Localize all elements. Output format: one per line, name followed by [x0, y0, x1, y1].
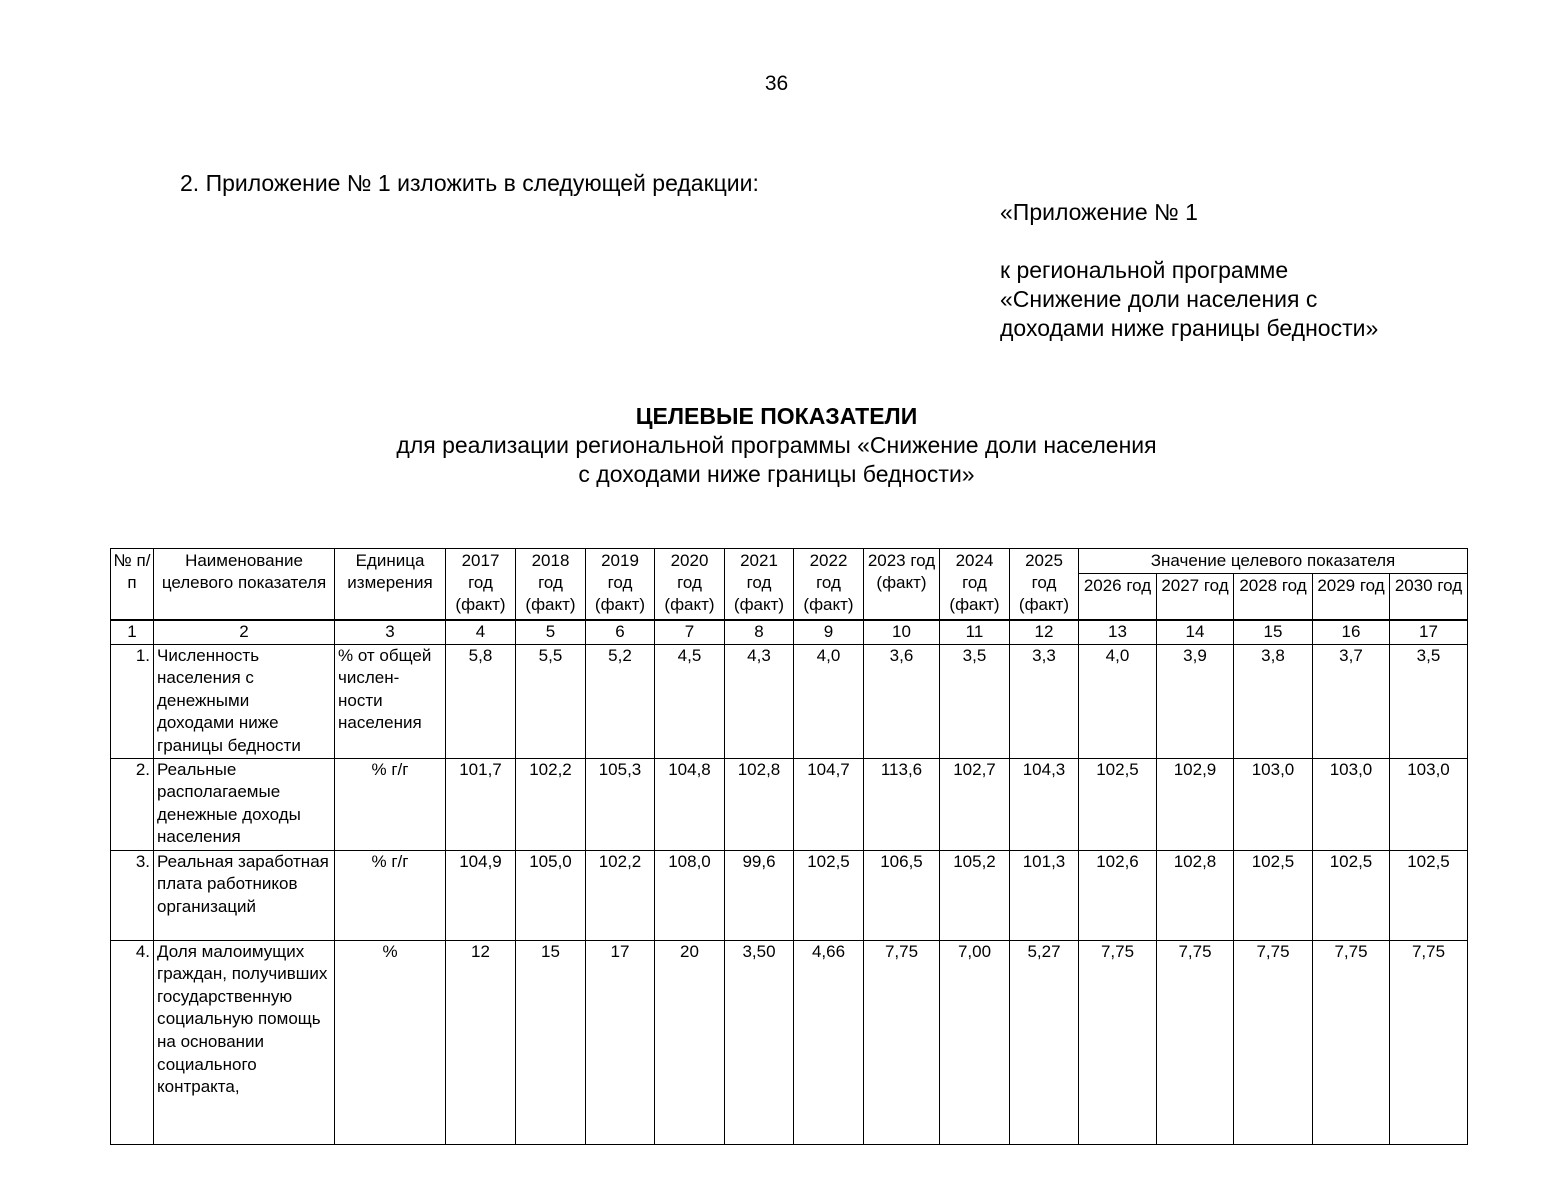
indicator-value: 7,75 — [1313, 940, 1390, 1144]
indicator-value: 5,5 — [516, 644, 586, 758]
table-row — [111, 850, 1468, 940]
indicator-value: 102,8 — [725, 758, 794, 850]
appendix-line: «Снижение доли населения с — [1000, 286, 1318, 312]
column-number: 4 — [446, 621, 516, 645]
indicator-value: 5,27 — [1010, 940, 1079, 1144]
column-number-row — [111, 621, 1468, 645]
indicator-name: Реальные располагаемые денежные доходы населения — [154, 758, 335, 850]
header-unit: Единица измерения — [335, 549, 446, 620]
column-number: 12 — [1010, 621, 1079, 645]
heading-subtitle: для реализации региональной программы «Снижение доли населения — [396, 432, 1157, 458]
indicator-value: 5,2 — [586, 644, 655, 758]
indicator-value: 4,0 — [794, 644, 864, 758]
indicator-value: 7,75 — [1390, 940, 1468, 1144]
indicator-value: 104,3 — [1010, 758, 1079, 850]
column-number: 7 — [655, 621, 725, 645]
indicator-value: 108,0 — [655, 850, 725, 940]
indicator-value: 102,2 — [586, 850, 655, 940]
indicator-value: 102,7 — [940, 758, 1010, 850]
table-row — [111, 644, 1468, 758]
header-target-year: 2027 год — [1157, 574, 1234, 620]
column-number: 6 — [586, 621, 655, 645]
column-number: 10 — [864, 621, 940, 645]
indicator-value: 102,8 — [1157, 850, 1234, 940]
indicator-value: 7,75 — [1234, 940, 1313, 1144]
indicator-value: 3,3 — [1010, 644, 1079, 758]
row-number: 4. — [111, 940, 154, 1144]
header-target-year: 2030 год — [1390, 574, 1468, 620]
appendix-line: к региональной программе — [1000, 257, 1289, 283]
indicator-value: 104,8 — [655, 758, 725, 850]
indicator-value: 5,8 — [446, 644, 516, 758]
indicator-value: 102,5 — [1390, 850, 1468, 940]
header-year: 2020 год (факт) — [655, 549, 725, 620]
header-name: Наименование целевого показателя — [154, 549, 335, 620]
indicator-value: 102,5 — [1079, 758, 1157, 850]
page-number: 36 — [764, 72, 789, 95]
header-target-year: 2026 год — [1079, 574, 1157, 620]
column-number: 17 — [1390, 621, 1468, 645]
column-number: 8 — [725, 621, 794, 645]
column-number: 15 — [1234, 621, 1313, 645]
header-year: 2017 год (факт) — [446, 549, 516, 620]
row-number: 2. — [111, 758, 154, 850]
indicator-value: 104,7 — [794, 758, 864, 850]
indicator-value: 101,7 — [446, 758, 516, 850]
column-number: 14 — [1157, 621, 1234, 645]
indicator-value: 105,2 — [940, 850, 1010, 940]
indicator-value: 4,3 — [725, 644, 794, 758]
indicators-table-header — [110, 548, 1468, 620]
indicator-value: 3,50 — [725, 940, 794, 1144]
column-number: 1 — [111, 621, 154, 645]
indicator-name: Численность населения с денежными доходами ниже границы бедности — [154, 644, 335, 758]
row-number: 1. — [111, 644, 154, 758]
indicator-value: 7,00 — [940, 940, 1010, 1144]
indicator-name: Доля малоимущих граждан, получивших государственную социальную помощь на основании социального контракта, — [154, 940, 335, 1144]
indicator-value: 103,0 — [1234, 758, 1313, 850]
document-heading — [0, 402, 1553, 489]
appendix-reference — [1000, 198, 1378, 343]
indicator-value: 4,5 — [655, 644, 725, 758]
indicator-value: 99,6 — [725, 850, 794, 940]
header-year: 2025 год (факт) — [1010, 549, 1079, 620]
heading-subtitle: с доходами ниже границы бедности» — [578, 461, 975, 487]
appendix-line: «Приложение № 1 — [1000, 199, 1198, 225]
row-number: 3. — [111, 850, 154, 940]
column-number: 13 — [1079, 621, 1157, 645]
indicator-value: 104,9 — [446, 850, 516, 940]
indicator-value: 3,9 — [1157, 644, 1234, 758]
indicator-value: 102,5 — [1313, 850, 1390, 940]
indicator-value: 102,6 — [1079, 850, 1157, 940]
indicator-value: 20 — [655, 940, 725, 1144]
indicator-unit: % — [335, 940, 446, 1144]
indicator-unit: % г/г — [335, 758, 446, 850]
indicator-unit: % от общей числен-ности населения — [335, 644, 446, 758]
column-number: 9 — [794, 621, 864, 645]
indicator-value: 105,0 — [516, 850, 586, 940]
indicator-value: 102,9 — [1157, 758, 1234, 850]
indicator-value: 3,8 — [1234, 644, 1313, 758]
header-year: 2024 год (факт) — [940, 549, 1010, 620]
header-target-year: 2029 год — [1313, 574, 1390, 620]
indicator-value: 102,5 — [794, 850, 864, 940]
column-number: 16 — [1313, 621, 1390, 645]
indicator-value: 4,0 — [1079, 644, 1157, 758]
header-target-year: 2028 год — [1234, 574, 1313, 620]
table-row — [111, 940, 1468, 1144]
indicator-value: 3,7 — [1313, 644, 1390, 758]
indicator-value: 7,75 — [1079, 940, 1157, 1144]
indicator-value: 12 — [446, 940, 516, 1144]
indicator-value: 103,0 — [1390, 758, 1468, 850]
indicator-value: 3,6 — [864, 644, 940, 758]
indicator-value: 102,2 — [516, 758, 586, 850]
column-number: 2 — [154, 621, 335, 645]
intro-paragraph: 2. Приложение № 1 изложить в следующей редакции: — [180, 170, 759, 196]
header-year: 2023 год (факт) — [864, 549, 940, 620]
indicator-value: 102,5 — [1234, 850, 1313, 940]
indicator-value: 106,5 — [864, 850, 940, 940]
indicator-value: 3,5 — [940, 644, 1010, 758]
indicator-value: 3,5 — [1390, 644, 1468, 758]
header-num: № п/п — [111, 549, 154, 620]
header-year: 2022 год (факт) — [794, 549, 864, 620]
column-number: 5 — [516, 621, 586, 645]
header-year: 2019 год (факт) — [586, 549, 655, 620]
indicator-value: 15 — [516, 940, 586, 1144]
table-row — [111, 758, 1468, 850]
appendix-line: доходами ниже границы бедности» — [1000, 315, 1379, 341]
indicators-table — [110, 620, 1468, 1145]
header-year: 2018 год (факт) — [516, 549, 586, 620]
indicator-value: 17 — [586, 940, 655, 1144]
column-number: 11 — [940, 621, 1010, 645]
indicator-value: 4,66 — [794, 940, 864, 1144]
indicator-unit: % г/г — [335, 850, 446, 940]
indicator-name: Реальная заработная плата работников организаций — [154, 850, 335, 940]
column-number: 3 — [335, 621, 446, 645]
heading-title: ЦЕЛЕВЫЕ ПОКАЗАТЕЛИ — [635, 403, 918, 429]
indicator-value: 7,75 — [864, 940, 940, 1144]
header-target-group: Значение целевого показателя — [1079, 549, 1468, 574]
indicator-value: 113,6 — [864, 758, 940, 850]
indicator-value: 7,75 — [1157, 940, 1234, 1144]
header-year: 2021 год (факт) — [725, 549, 794, 620]
indicator-value: 101,3 — [1010, 850, 1079, 940]
indicator-value: 105,3 — [586, 758, 655, 850]
indicator-value: 103,0 — [1313, 758, 1390, 850]
